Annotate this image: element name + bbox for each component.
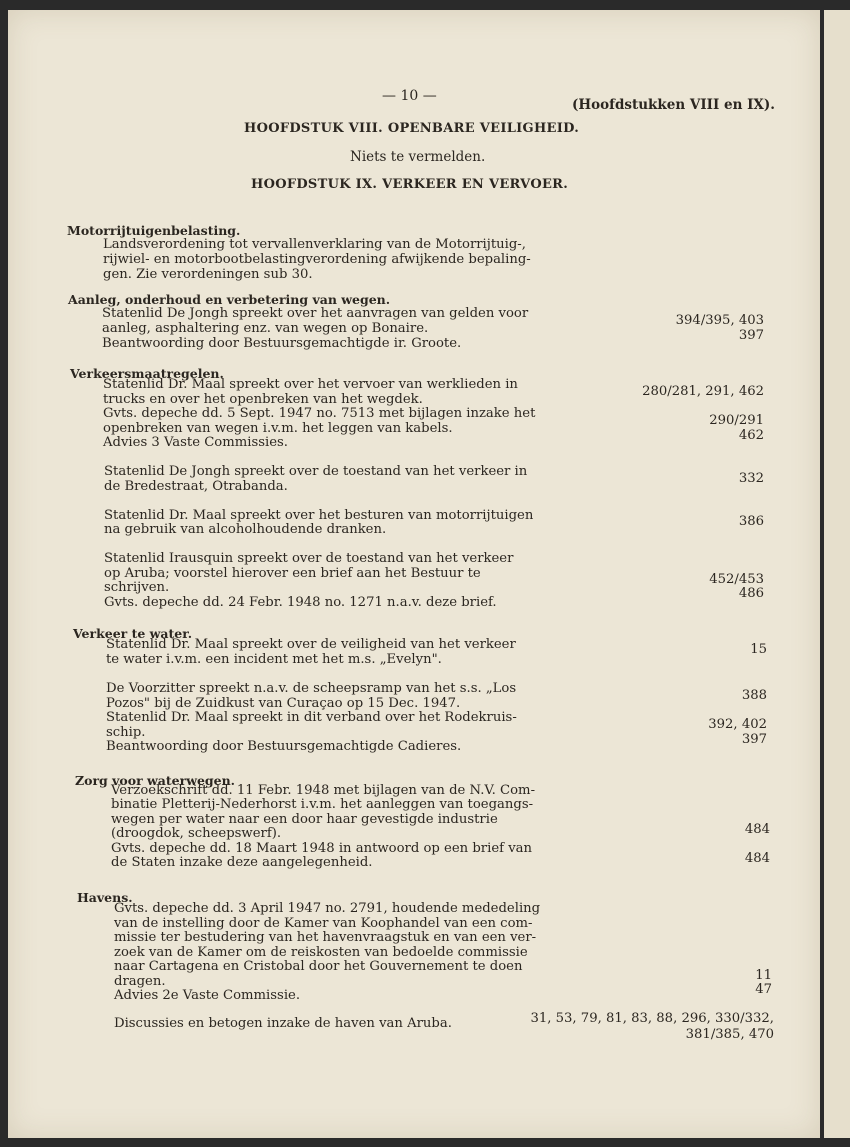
text-line: Verzoekschrift dd. 11 Febr. 1948 met bijlagen van de N.V. Com- bbox=[111, 783, 536, 798]
section-title-verkeersmaatregelen: Verkeersmaatregelen. bbox=[70, 366, 224, 381]
chapter-8-title: HOOFDSTUK VIII. OPENBARE VEILIGHEID. bbox=[244, 121, 580, 136]
text-line: missie ter bestudering van het havenvraagstuk en van een ver- bbox=[114, 930, 537, 945]
page-reference: 332 bbox=[738, 471, 764, 486]
page-reference: 452/453 bbox=[709, 572, 764, 587]
text-line: dragen. bbox=[114, 974, 166, 989]
page-reference: 31, 53, 79, 81, 83, 88, 296, 330/332, bbox=[530, 1011, 774, 1026]
text-line: (droogdok, scheepswerf). bbox=[111, 826, 282, 841]
page-reference: 462 bbox=[738, 428, 764, 443]
section-title-havens: Havens. bbox=[77, 890, 133, 905]
page-reference: 381/385, 470 bbox=[685, 1027, 774, 1042]
text-line: naar Cartagena en Cristobal door het Gouvernement te doen bbox=[114, 959, 523, 974]
page-reference: 290/291 bbox=[709, 413, 764, 428]
text-line: Gvts. depeche dd. 18 Maart 1948 in antwoord op een brief van bbox=[111, 841, 532, 856]
text-line: De Voorzitter spreekt n.a.v. de scheepsramp van het s.s. „Los bbox=[106, 681, 517, 696]
page-reference: 15 bbox=[750, 642, 767, 657]
text-line: Gvts. depeche dd. 24 Febr. 1948 no. 1271 n.a.v. deze brief. bbox=[104, 595, 497, 610]
text-line: Statenlid Dr. Maal spreekt in dit verband over het Rodekruis- bbox=[106, 710, 517, 725]
text-line: Landsverordening tot vervallenverklaring van de Motorrijtuig-, bbox=[103, 237, 526, 252]
text-line: Discussies en betogen inzake de haven van Aruba. bbox=[114, 1016, 452, 1031]
text-line: aanleg, asphaltering enz. van wegen op Bonaire. bbox=[102, 321, 429, 336]
text-line: de Bredestraat, Otrabanda. bbox=[104, 479, 288, 494]
text-line: na gebruik van alcoholhoudende dranken. bbox=[104, 522, 387, 537]
text-line: Statenlid Dr. Maal spreekt over het besturen van motorrijtuigen bbox=[104, 508, 534, 523]
text-line: Pozos" bij de Zuidkust van Curaçao op 15 Dec. 1947. bbox=[106, 696, 461, 711]
page-reference: 392, 402 bbox=[708, 717, 767, 732]
text-line: van de instelling door de Kamer van Koophandel van een com- bbox=[114, 916, 533, 931]
chapter-8-text: Niets te vermelden. bbox=[350, 149, 486, 165]
page-reference: 386 bbox=[738, 514, 764, 529]
section-title-verkeer-te-water: Verkeer te water. bbox=[73, 626, 193, 641]
page-reference: 484 bbox=[744, 851, 770, 866]
text-line: Statenlid De Jongh spreekt over de toestand van het verkeer in bbox=[104, 464, 528, 479]
text-line: rijwiel- en motorbootbelastingverordening afwijkende bepaling- bbox=[103, 252, 531, 267]
text-line: Statenlid Dr. Maal spreekt over de veiligheid van het verkeer bbox=[106, 637, 516, 652]
text-line: trucks en over het openbreken van het wegdek. bbox=[103, 392, 423, 407]
section-title-aanleg-wegen: Aanleg, onderhoud en verbetering van wegen. bbox=[68, 292, 391, 307]
text-line: Statenlid Dr. Maal spreekt over het vervoer van werklieden in bbox=[103, 377, 518, 392]
text-line: Statenlid Irausquin spreekt over de toestand van het verkeer bbox=[104, 551, 514, 566]
text-line: binatie Pletterij-Nederhorst i.v.m. het aanleggen van toegangs- bbox=[111, 797, 534, 812]
text-line: wegen per water naar een door haar gevestigde industrie bbox=[111, 812, 498, 827]
text-line: schrijven. bbox=[104, 580, 170, 595]
page-reference: 47 bbox=[755, 982, 772, 997]
page-reference: 394/395, 403 bbox=[675, 313, 764, 328]
text-line: Gvts. depeche dd. 5 Sept. 1947 no. 7513 met bijlagen inzake het bbox=[103, 406, 536, 421]
text-line: Gvts. depeche dd. 3 April 1947 no. 2791, houdende mededeling bbox=[114, 901, 541, 916]
text-line: Beantwoording door Bestuursgemachtigde Cadieres. bbox=[106, 739, 462, 754]
adjacent-page-edge bbox=[824, 10, 850, 1138]
section-title-zorg-voor-waterwegen: Zorg voor waterwegen. bbox=[75, 773, 236, 788]
page-reference: 484 bbox=[744, 822, 770, 837]
page-reference: 397 bbox=[741, 732, 767, 747]
text-line: gen. Zie verordeningen sub 30. bbox=[103, 267, 313, 282]
text-line: Beantwoording door Bestuursgemachtigde ir. Groote. bbox=[102, 336, 462, 351]
running-head: (Hoofdstukken VIII en IX). bbox=[572, 97, 775, 113]
chapter-9-title: HOOFDSTUK IX. VERKEER EN VERVOER. bbox=[251, 177, 569, 192]
text-line: op Aruba; voorstel hierover een brief aan het Bestuur te bbox=[104, 566, 481, 581]
page-reference: 388 bbox=[741, 688, 767, 703]
page-reference: 486 bbox=[738, 586, 764, 601]
text-line: zoek van de Kamer om de reiskosten van bedoelde commissie bbox=[114, 945, 528, 960]
page-reference: 11 bbox=[755, 968, 772, 983]
text-line: Advies 3 Vaste Commissies. bbox=[103, 435, 288, 450]
text-line: te water i.v.m. een incident met het m.s. „Evelyn". bbox=[106, 652, 442, 667]
page-number: — 10 — bbox=[382, 88, 437, 104]
section-title-motorrijtuigenbelasting: Motorrijtuigenbelasting. bbox=[67, 223, 241, 238]
text-line: de Staten inzake deze aangelegenheid. bbox=[111, 855, 373, 870]
text-line: Advies 2e Vaste Commissie. bbox=[114, 988, 301, 1003]
text-line: openbreken van wegen i.v.m. het leggen van kabels. bbox=[103, 421, 453, 436]
page-reference: 397 bbox=[738, 328, 764, 343]
page-reference: 280/281, 291, 462 bbox=[642, 384, 764, 399]
text-line: schip. bbox=[106, 725, 146, 740]
text-line: Statenlid De Jongh spreekt over het aanvragen van gelden voor bbox=[102, 306, 529, 321]
